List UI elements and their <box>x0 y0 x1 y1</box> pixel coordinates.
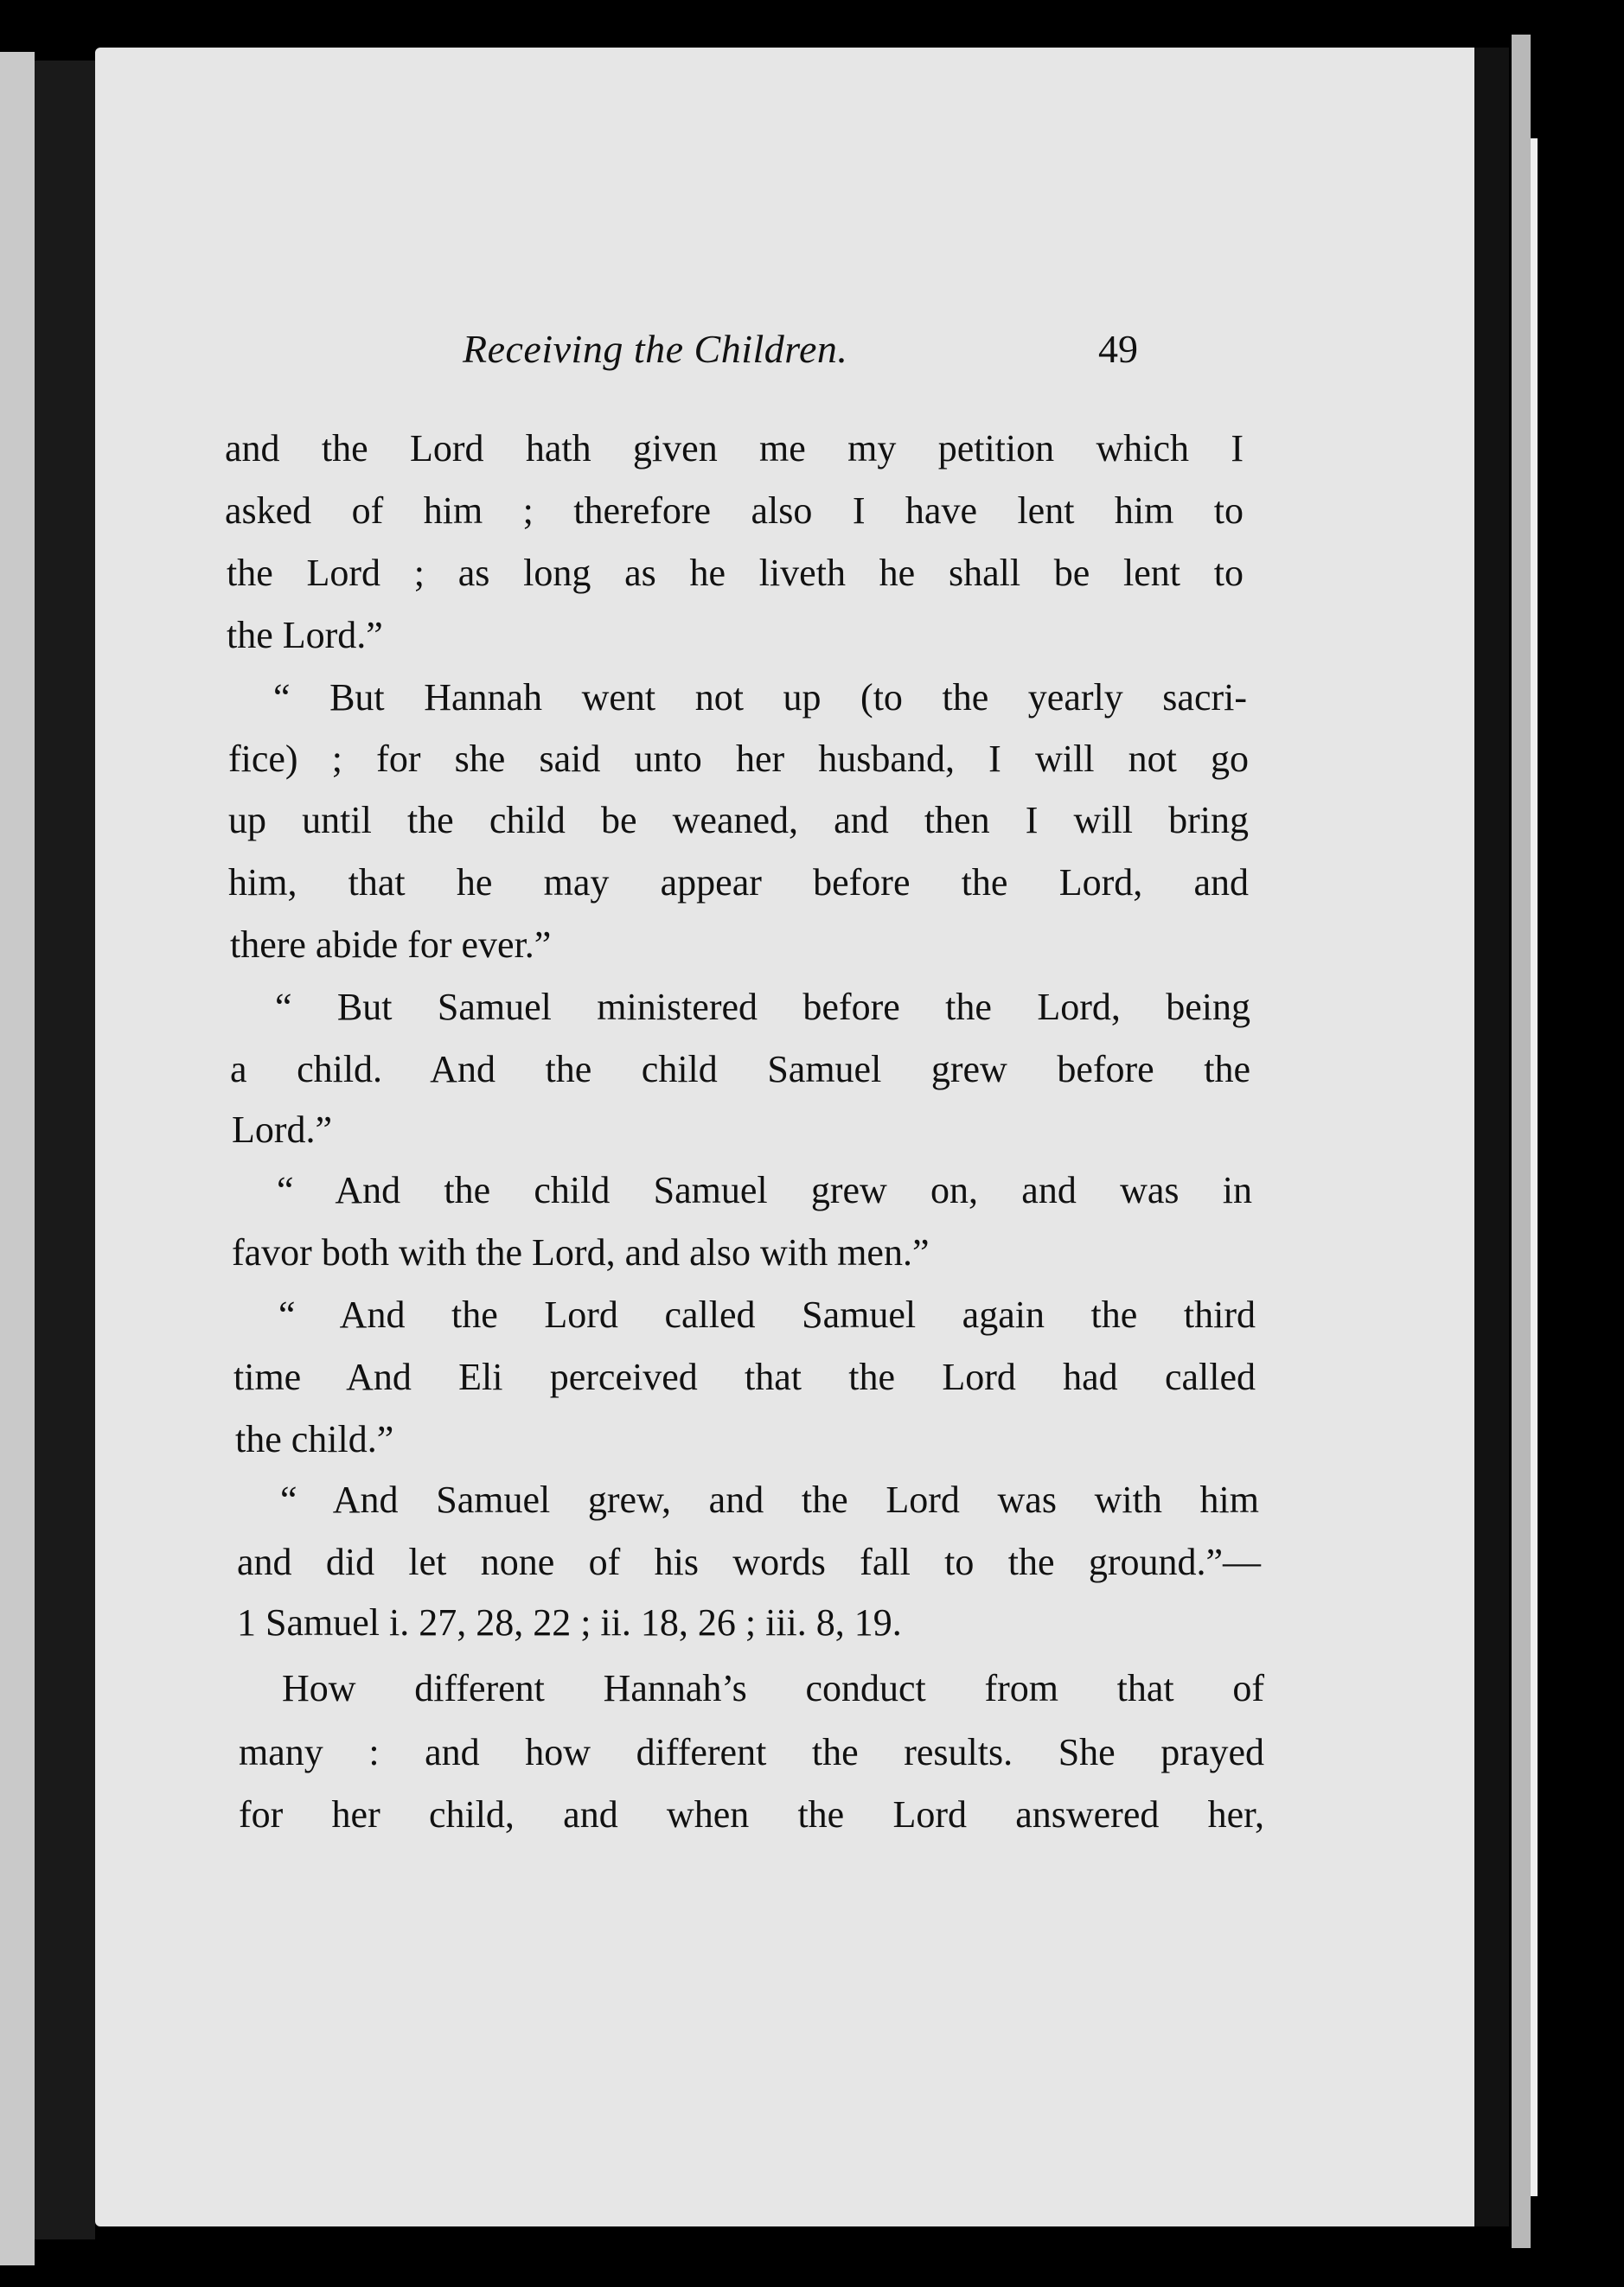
text-line: the child.” <box>235 1418 394 1460</box>
text-line: up until the child be weaned, and then I will bring <box>228 799 1249 841</box>
text-line: favor both with the Lord, and also with men.” <box>232 1231 930 1274</box>
text-line: for her child, and when the Lord answered her, <box>239 1793 1264 1836</box>
text-line: “ And Samuel grew, and the Lord was with him <box>280 1479 1259 1521</box>
text-line: Lord.” <box>232 1108 333 1151</box>
text-line: How different Hannah’s conduct from that of <box>282 1667 1264 1709</box>
text-line: a child. And the child Samuel grew before the <box>230 1048 1250 1090</box>
text-line: asked of him ; therefore also I have lent him to <box>225 489 1244 532</box>
text-line: “ And the child Samuel grew on, and was in <box>277 1169 1252 1211</box>
running-head <box>463 326 1241 386</box>
text-line: 1 Samuel i. 27, 28, 22 ; ii. 18, 26 ; iii. 8, 19. <box>237 1601 902 1644</box>
text-line: “ But Hannah went not up (to the yearly sacri- <box>273 676 1247 719</box>
book-page <box>95 48 1479 2226</box>
right-page-edge <box>1512 35 1531 2248</box>
text-line: there abide for ever.” <box>230 923 552 966</box>
page-shadow <box>1474 48 1509 2226</box>
text-line: “ And the Lord called Samuel again the third <box>278 1294 1256 1336</box>
text-line: fice) ; for she said unto her husband, I will not go <box>228 738 1249 780</box>
text-line: him, that he may appear before the Lord, and <box>228 861 1249 904</box>
right-page-highlight <box>1531 138 1538 2196</box>
page-number: 49 <box>1098 327 1138 371</box>
text-line: “ But Samuel ministered before the Lord, being <box>275 986 1250 1028</box>
left-page-edge <box>0 52 35 2265</box>
text-line: the Lord.” <box>227 614 383 656</box>
text-line: the Lord ; as long as he liveth he shall be lent to <box>227 552 1244 594</box>
text-line: time And Eli perceived that the Lord had called <box>233 1356 1256 1398</box>
running-title: Receiving the Children. <box>463 327 848 371</box>
text-line: and the Lord hath given me my petition which I <box>225 427 1244 470</box>
book-spine-shadow <box>35 61 95 2239</box>
text-line: and did let none of his words fall to the ground.”— <box>237 1541 1261 1583</box>
text-line: many : and how different the results. She prayed <box>239 1731 1264 1773</box>
